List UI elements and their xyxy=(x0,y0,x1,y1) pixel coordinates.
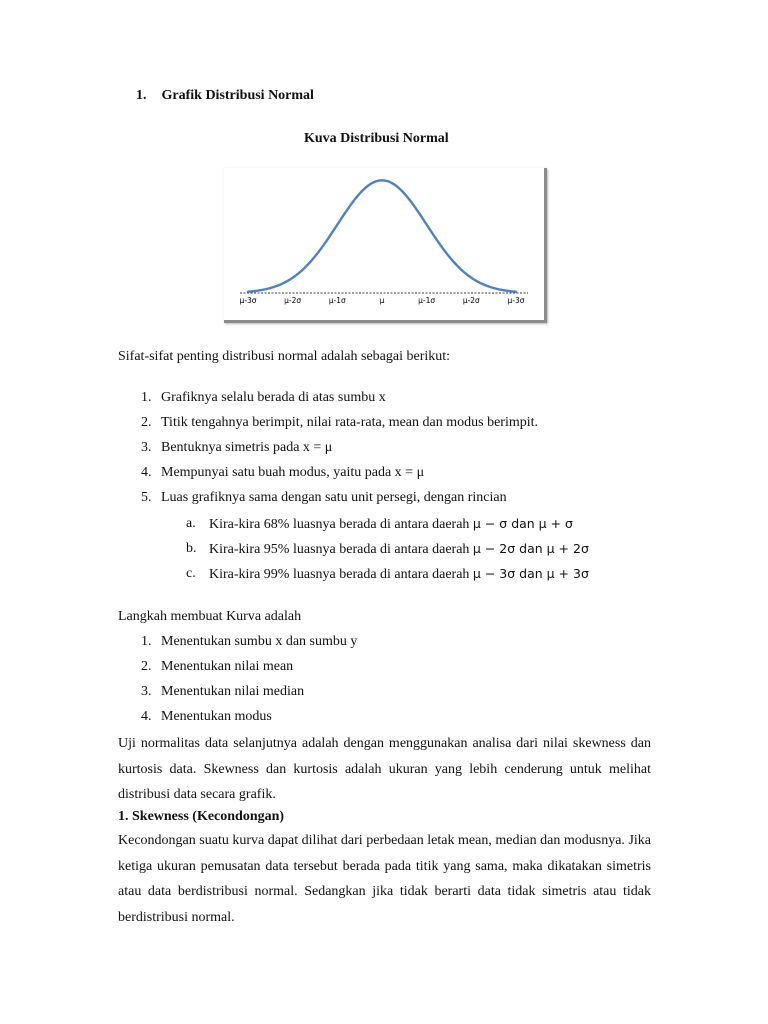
figure-title: Kuva Distribusi Normal xyxy=(304,131,449,146)
x-tick-label: μ-1σ xyxy=(418,296,436,305)
x-tick-labels xyxy=(239,296,524,305)
list-item xyxy=(141,684,305,700)
list-text: Menentukan nilai mean xyxy=(161,659,294,674)
list-number: 2. xyxy=(141,659,152,674)
list-item xyxy=(141,659,294,675)
list-number: 1. xyxy=(141,634,152,649)
list-item xyxy=(141,465,425,481)
sub-list-text: Kira-kira 68% luasnya berada di antara daerah xyxy=(209,517,473,532)
x-tick-label: μ-3σ xyxy=(239,296,257,305)
paragraph-normality xyxy=(118,731,651,808)
section-number: 1. xyxy=(136,88,147,103)
list-number: 1. xyxy=(141,390,152,405)
list-item xyxy=(141,390,386,406)
sub-list-item xyxy=(186,566,589,582)
properties-intro: Sifat-sifat penting distribusi normal adalah sebagai berikut: xyxy=(118,349,451,364)
list-number: 4. xyxy=(141,709,152,724)
paragraph-skewness xyxy=(118,828,651,930)
sub-list-item xyxy=(186,541,589,557)
list-text: Menentukan nilai median xyxy=(161,684,305,699)
x-tick-label: μ-2σ xyxy=(462,296,480,305)
paragraph-text: Uji normalitas data selanjutnya adalah dengan menggunakan analisa dari nilai skewness dan kurtosis data. Skewness dan kurtosis adalah ukuran yang lebih cenderung untuk melihat distribusi data secara grafik. xyxy=(118,736,651,802)
list-number: 5. xyxy=(141,490,152,505)
list-number: 4. xyxy=(141,465,152,480)
list-text: Mempunyai satu buah modus, yaitu pada x = μ xyxy=(161,465,425,480)
section-title: Grafik Distribusi Normal xyxy=(161,88,314,103)
list-text: Menentukan sumbu x dan sumbu y xyxy=(161,634,358,649)
formula: μ − σ dan μ + σ xyxy=(472,516,573,531)
list-text: Luas grafiknya sama dengan satu unit persegi, dengan rincian xyxy=(161,490,507,505)
list-text: Menentukan modus xyxy=(161,709,272,724)
normal-distribution-chart xyxy=(224,168,547,323)
formula: μ − 2σ dan μ + 2σ xyxy=(472,541,589,556)
skewness-heading: 1. Skewness (Kecondongan) xyxy=(118,809,285,824)
x-tick-label: μ xyxy=(379,296,385,305)
list-item xyxy=(141,634,358,650)
sub-list-item xyxy=(186,516,573,532)
sub-list-text: Kira-kira 95% luasnya berada di antara daerah xyxy=(209,542,473,557)
list-text: Grafiknya selalu berada di atas sumbu x xyxy=(161,390,386,405)
formula: μ − 3σ dan μ + 3σ xyxy=(472,566,589,581)
list-item xyxy=(141,440,333,456)
sub-list-letter: c. xyxy=(186,566,196,581)
x-tick-label: μ-2σ xyxy=(284,296,302,305)
list-item xyxy=(141,709,272,725)
list-text: Bentuknya simetris pada x = μ xyxy=(161,440,333,455)
x-tick-label: μ-1σ xyxy=(328,296,346,305)
sub-list-letter: a. xyxy=(186,516,196,531)
paragraph-text: Kecondongan suatu kurva dapat dilihat dari perbedaan letak mean, median dan modusnya. Jika ketiga ukuran pemusatan data tersebut berada pada titik yang sama, maka dikatakan simetris atau data berdistribusi normal. Sedangkan jika tidak berarti data tidak simetris atau tidak berdistribusi normal. xyxy=(118,833,651,925)
list-item xyxy=(141,415,539,431)
list-number: 3. xyxy=(141,440,152,455)
list-number: 3. xyxy=(141,684,152,699)
chart-canvas xyxy=(224,168,544,320)
sub-list-text: Kira-kira 99% luasnya berada di antara daerah xyxy=(209,567,473,582)
section-heading xyxy=(136,88,314,104)
list-number: 2. xyxy=(141,415,152,430)
list-item xyxy=(141,490,507,506)
list-text: Titik tengahnya berimpit, nilai rata-rata, mean dan modus berimpit. xyxy=(161,415,539,430)
sub-list-letter: b. xyxy=(186,541,197,556)
normal-curve xyxy=(248,180,516,291)
steps-intro: Langkah membuat Kurva adalah xyxy=(118,609,302,624)
x-tick-label: μ-3σ xyxy=(507,296,525,305)
